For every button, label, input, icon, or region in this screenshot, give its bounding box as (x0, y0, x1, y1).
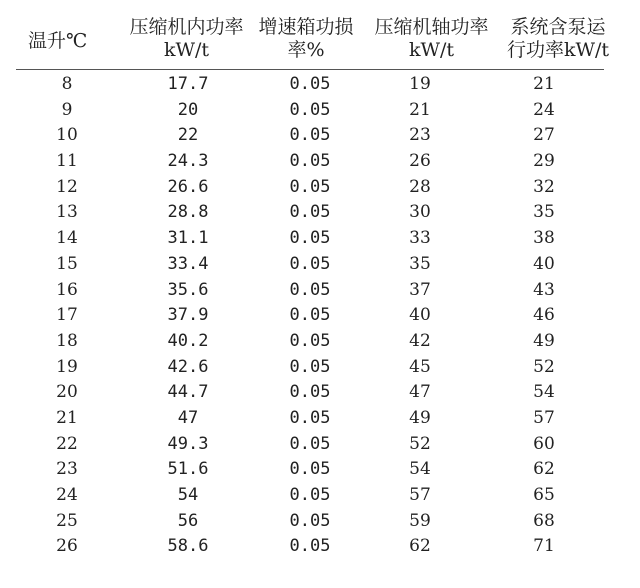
cell-temp-rise: 26 (56, 536, 78, 557)
cell-shaft-power: 42 (409, 330, 431, 351)
cell-temp-rise: 19 (56, 356, 78, 377)
cell-system-power: 68 (533, 510, 555, 531)
cell-system-power: 57 (533, 407, 555, 428)
table-body (0, 72, 640, 560)
cell-system-power: 49 (533, 330, 555, 351)
cell-shaft-power: 62 (409, 536, 431, 557)
cell-shaft-power: 45 (409, 356, 431, 377)
cell-system-power: 46 (533, 305, 555, 326)
cell-gearbox-loss: 0.05 (289, 510, 331, 531)
cell-temp-rise: 24 (56, 485, 78, 505)
cell-gearbox-loss: 0.05 (289, 228, 331, 249)
cell-temp-rise: 12 (56, 176, 78, 197)
cell-internal-power: 47 (177, 407, 199, 428)
cell-gearbox-loss: 0.05 (289, 382, 331, 403)
cell-shaft-power: 40 (409, 305, 431, 326)
cell-gearbox-loss: 0.05 (289, 125, 331, 146)
cell-temp-rise: 23 (56, 459, 78, 480)
table-row (0, 406, 640, 432)
cell-system-power: 43 (533, 279, 555, 300)
cell-temp-rise: 20 (56, 382, 78, 403)
cell-system-power: 71 (533, 536, 555, 557)
table-row (0, 483, 640, 509)
cell-temp-rise: 21 (56, 407, 78, 428)
header-divider (16, 69, 604, 70)
cell-internal-power: 31.1 (167, 228, 209, 249)
cell-system-power: 27 (533, 125, 555, 146)
table-row (0, 123, 640, 149)
cell-system-power: 60 (533, 433, 555, 454)
cell-internal-power: 40.2 (167, 330, 209, 351)
header-compressor-shaft-power (369, 16, 494, 62)
cell-shaft-power: 33 (409, 228, 431, 249)
cell-temp-rise: 22 (56, 433, 78, 454)
cell-internal-power: 17.7 (167, 74, 209, 94)
header-temp-rise-line1: 温升℃ (28, 30, 88, 52)
cell-internal-power: 24.3 (167, 151, 209, 172)
cell-gearbox-loss: 0.05 (289, 536, 331, 557)
cell-temp-rise: 13 (56, 202, 78, 223)
cell-gearbox-loss: 0.05 (289, 305, 331, 326)
cell-temp-rise: 11 (56, 151, 78, 172)
cell-gearbox-loss: 0.05 (289, 485, 331, 505)
cell-gearbox-loss: 0.05 (289, 151, 331, 172)
cell-internal-power: 28.8 (167, 202, 209, 223)
cell-shaft-power: 52 (409, 433, 431, 454)
cell-system-power: 38 (533, 228, 555, 249)
cell-internal-power: 35.6 (167, 279, 209, 300)
table-row (0, 303, 640, 329)
cell-internal-power: 44.7 (167, 382, 209, 403)
cell-gearbox-loss: 0.05 (289, 253, 331, 274)
cell-temp-rise: 9 (61, 99, 73, 120)
table-row (0, 534, 640, 560)
cell-shaft-power: 54 (409, 459, 431, 480)
cell-temp-rise: 8 (61, 74, 73, 94)
header-gearbox-loss (250, 16, 362, 62)
table-row (0, 72, 640, 98)
cell-shaft-power: 30 (409, 202, 431, 223)
cell-system-power: 35 (533, 202, 555, 223)
table-header (16, 16, 610, 68)
cell-shaft-power: 49 (409, 407, 431, 428)
cell-shaft-power: 37 (409, 279, 431, 300)
cell-system-power: 24 (533, 99, 555, 120)
header-temp-rise (28, 30, 88, 53)
cell-temp-rise: 16 (56, 279, 78, 300)
cell-internal-power: 26.6 (167, 176, 209, 197)
header-compressor-shaft-power-line2: kW/t (408, 39, 455, 61)
cell-internal-power: 58.6 (167, 536, 209, 557)
cell-internal-power: 56 (177, 510, 199, 531)
cell-gearbox-loss: 0.05 (289, 202, 331, 223)
header-system-power-line2: 行功率kW/t (506, 39, 610, 61)
cell-shaft-power: 35 (409, 253, 431, 274)
cell-temp-rise: 14 (56, 228, 78, 249)
cell-gearbox-loss: 0.05 (289, 74, 331, 94)
header-compressor-internal-power-line1: 压缩机内功率 (129, 16, 244, 38)
cell-internal-power: 51.6 (167, 459, 209, 480)
cell-shaft-power: 19 (409, 74, 431, 94)
header-compressor-internal-power-line2: kW/t (163, 39, 210, 61)
cell-internal-power: 20 (177, 99, 199, 120)
table-row (0, 226, 640, 252)
table-row (0, 252, 640, 278)
cell-gearbox-loss: 0.05 (289, 279, 331, 300)
cell-gearbox-loss: 0.05 (289, 433, 331, 454)
cell-system-power: 21 (533, 74, 555, 94)
table-row (0, 457, 640, 483)
cell-internal-power: 22 (177, 125, 199, 146)
table-row (0, 278, 640, 304)
cell-shaft-power: 21 (409, 99, 431, 120)
cell-system-power: 29 (533, 151, 555, 172)
header-gearbox-loss-line1: 增速箱功损 (258, 16, 354, 38)
table-row (0, 200, 640, 226)
cell-shaft-power: 47 (409, 382, 431, 403)
cell-internal-power: 42.6 (167, 356, 209, 377)
cell-gearbox-loss: 0.05 (289, 176, 331, 197)
cell-internal-power: 54 (177, 485, 199, 505)
cell-gearbox-loss: 0.05 (289, 356, 331, 377)
table-row (0, 380, 640, 406)
cell-shaft-power: 28 (409, 176, 431, 197)
cell-temp-rise: 18 (56, 330, 78, 351)
table-row (0, 175, 640, 201)
cell-temp-rise: 25 (56, 510, 78, 531)
header-compressor-internal-power (124, 16, 249, 62)
table-row (0, 329, 640, 355)
cell-system-power: 32 (533, 176, 555, 197)
cell-gearbox-loss: 0.05 (289, 459, 331, 480)
cell-system-power: 65 (533, 485, 555, 505)
cell-shaft-power: 26 (409, 151, 431, 172)
header-system-power-line1: 系统含泵运 (510, 16, 606, 38)
cell-system-power: 40 (533, 253, 555, 274)
header-compressor-shaft-power-line1: 压缩机轴功率 (374, 16, 489, 38)
table-row (0, 509, 640, 535)
table-row (0, 149, 640, 175)
cell-internal-power: 37.9 (167, 305, 209, 326)
cell-internal-power: 33.4 (167, 253, 209, 274)
cell-internal-power: 49.3 (167, 433, 209, 454)
cell-system-power: 62 (533, 459, 555, 480)
cell-system-power: 52 (533, 356, 555, 377)
header-system-power (500, 16, 616, 62)
cell-shaft-power: 59 (409, 510, 431, 531)
cell-gearbox-loss: 0.05 (289, 407, 331, 428)
table-row (0, 98, 640, 124)
header-gearbox-loss-line2: 率% (287, 39, 325, 61)
table-row (0, 355, 640, 381)
cell-system-power: 54 (533, 382, 555, 403)
cell-shaft-power: 23 (409, 125, 431, 146)
table-row (0, 432, 640, 458)
cell-temp-rise: 17 (56, 305, 78, 326)
cell-gearbox-loss: 0.05 (289, 99, 331, 120)
cell-shaft-power: 57 (409, 485, 431, 505)
cell-gearbox-loss: 0.05 (289, 330, 331, 351)
cell-temp-rise: 10 (56, 125, 78, 146)
cell-temp-rise: 15 (56, 253, 78, 274)
